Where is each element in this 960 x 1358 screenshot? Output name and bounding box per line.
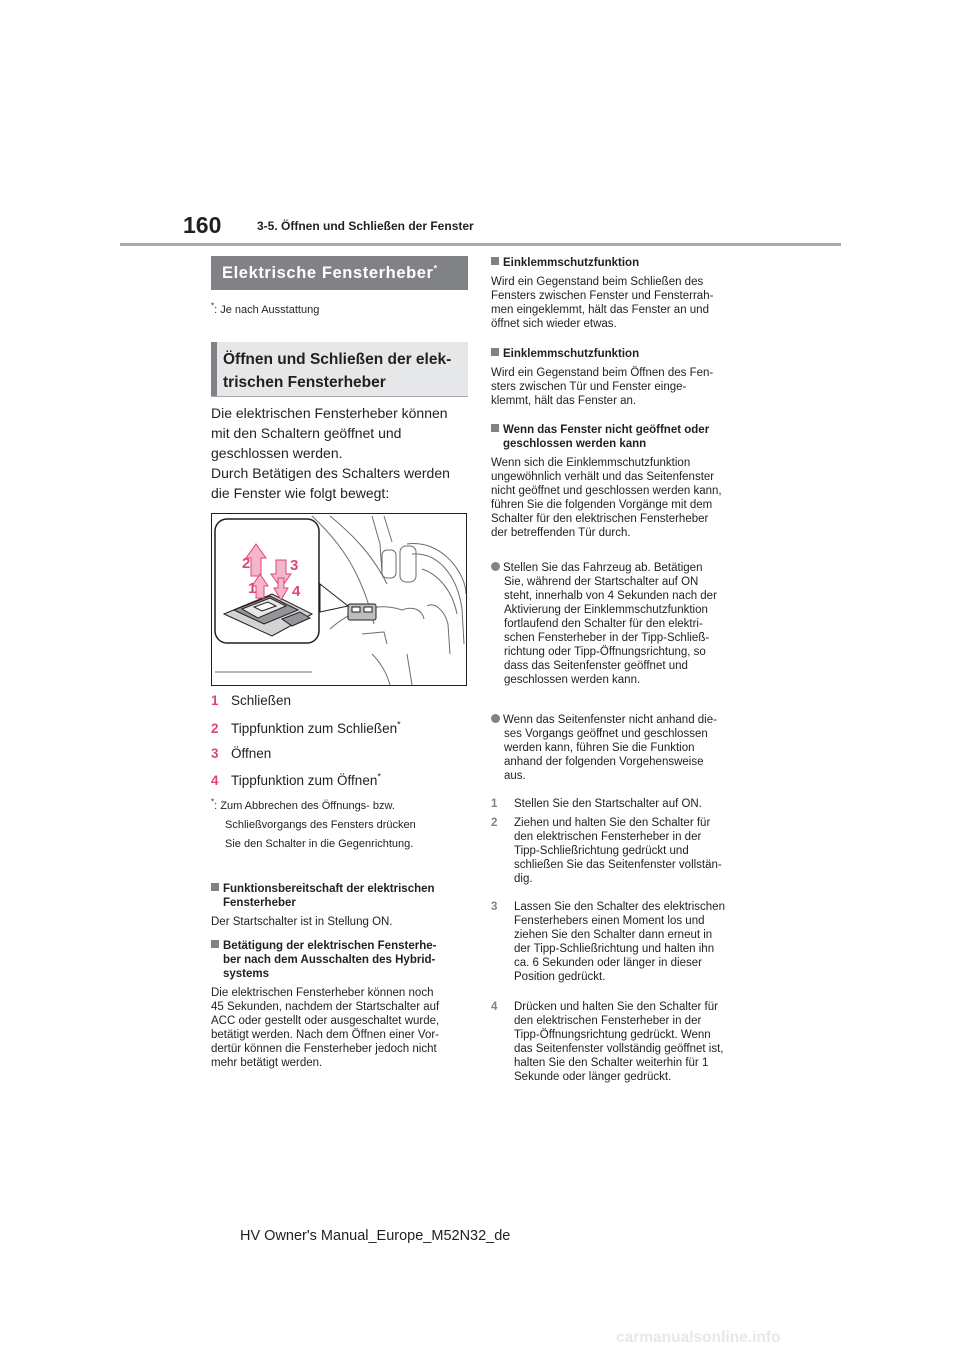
- footnote-line: : Zum Abbrechen des Öffnungs- bzw.: [214, 800, 395, 812]
- section-reference: 3-5. Öffnen und Schließen der Fenster: [257, 219, 474, 233]
- manual-footer: HV Owner's Manual_Europe_M52N32_de: [240, 1228, 511, 1244]
- step-line: halten Sie den Schalter weiterhin für 1: [514, 1057, 709, 1069]
- legend-asterisk: *: [397, 719, 401, 730]
- legend-item: [211, 721, 473, 736]
- subsection-title-line1: Öffnen und Schließen der elek-: [223, 351, 452, 368]
- note-line: nicht geöffnet und geschlossen werden kann,: [491, 485, 722, 497]
- title-footnote: [211, 301, 320, 316]
- callout-4: 4: [292, 583, 301, 600]
- step-number: 1: [491, 798, 498, 810]
- note-line: men eingeklemmt, hält das Fenster an und: [491, 304, 709, 316]
- legend-text: Öffnen: [231, 746, 272, 761]
- legend-number: 2: [211, 721, 219, 736]
- step-line: Lassen Sie den Schalter des elektrischen: [514, 901, 725, 913]
- note-line: öffnet sich wieder etwas.: [491, 318, 617, 330]
- square-bullet-icon: [491, 424, 499, 432]
- round-bullet-icon: [491, 562, 500, 571]
- intro-line: Durch Betätigen des Schalters werden: [211, 465, 450, 481]
- note-heading-line: Betätigung der elektrischen Fensterhe-: [223, 940, 437, 952]
- note-after-shutdown: [211, 939, 473, 1070]
- step-line: den elektrischen Fensterheber in der: [514, 831, 702, 843]
- note-line: Schalter für den elektrischen Fensterheber: [491, 513, 709, 525]
- step-line: Tipp-Schließrichtung gedrückt und: [514, 845, 689, 857]
- step-line: ziehen Sie den Schalter dann erneut in: [514, 929, 713, 941]
- note-line: dertür können die Fensterheber jedoch nicht: [211, 1043, 437, 1055]
- note-body: [211, 915, 473, 929]
- bullet-line: schen Fensterheber in der Tipp-Schließ-: [504, 632, 710, 644]
- callout-3: 3: [290, 557, 299, 574]
- bullet-item: [491, 561, 753, 687]
- note-heading-line: Einklemmschutzfunktion: [503, 348, 640, 360]
- step-line: Position gedrückt.: [514, 971, 606, 983]
- intro-line: Die elektrischen Fensterheber können: [211, 405, 448, 421]
- square-bullet-icon: [211, 940, 219, 948]
- bullet-line: anhand der folgenden Vorgehensweise: [504, 756, 704, 768]
- footnote-marker: *: [211, 301, 215, 311]
- note-heading-line: systems: [223, 968, 270, 980]
- bullet-line: dass das Seitenfenster geöffnet und: [504, 660, 688, 672]
- note-heading: [211, 882, 473, 910]
- note-line: ACC oder gestellt oder ausgeschaltet wurde,: [211, 1015, 440, 1027]
- subsection-title-line2: trischen Fensterheber: [223, 374, 386, 391]
- note-window-not-working: [491, 423, 753, 540]
- step-item: [491, 900, 753, 984]
- step-line: Ziehen und halten Sie den Schalter für: [514, 817, 711, 829]
- intro-paragraph: [211, 403, 473, 503]
- intro-line: geschlossen werden.: [211, 445, 343, 461]
- square-bullet-icon: [491, 257, 499, 265]
- note-line: der betreffenden Tür durch.: [491, 527, 631, 539]
- step-line: Sekunde oder länger gedrückt.: [514, 1071, 672, 1083]
- note-anti-pinch-close: [491, 256, 753, 331]
- note-line: Wird ein Gegenstand beim Schließen des: [491, 276, 704, 288]
- note-line: sters zwischen Tür und Fenster einge-: [491, 381, 687, 393]
- legend-text: Tippfunktion zum Öffnen: [231, 773, 378, 788]
- note-heading: [211, 939, 473, 981]
- window-switch-illustration: [211, 513, 467, 686]
- bullet-line: aus.: [504, 770, 526, 782]
- step-line: der Tipp-Schließrichtung und halten ihn: [514, 943, 715, 955]
- note-body: [491, 366, 753, 408]
- note-heading-line: Fensterheber: [223, 897, 296, 909]
- bullet-line: werden kann, führen Sie die Funktion: [504, 742, 695, 754]
- step-number: 2: [491, 817, 498, 829]
- note-body: [491, 275, 753, 331]
- step-line: den elektrischen Fensterheber in der: [514, 1015, 702, 1027]
- round-bullet-icon: [491, 714, 500, 723]
- note-line: betätigt werden. Nach dem Öffnen einer Vor-: [211, 1029, 440, 1041]
- note-line: klemmt, hält das Fenster an.: [491, 395, 637, 407]
- legend-item: [211, 773, 473, 788]
- site-watermark: carmanualsonline.info: [616, 1329, 781, 1346]
- note-line: Wird ein Gegenstand beim Öffnen des Fen-: [491, 367, 714, 379]
- note-line: führen Sie die folgenden Vorgänge mit dem: [491, 499, 713, 511]
- note-line: mehr betätigt werden.: [211, 1057, 323, 1069]
- step-item: [491, 1000, 753, 1084]
- bullet-line: Stellen Sie das Fahrzeug ab. Betätigen: [503, 562, 703, 574]
- bullet-line: fortlaufend den Schalter für den elektri-: [504, 618, 703, 630]
- legend-item: [211, 746, 473, 761]
- bullet-line: Sie, während der Startschalter auf ON: [504, 576, 699, 588]
- bullet-item: [491, 713, 753, 783]
- note-functional-readiness: [211, 882, 473, 929]
- note-line: Der Startschalter ist in Stellung ON.: [211, 916, 393, 928]
- note-heading: [491, 256, 753, 270]
- note-heading-line: geschlossen werden kann: [503, 438, 647, 450]
- step-line: dig.: [514, 873, 533, 885]
- step-line: Tipp-Öffnungsrichtung gedrückt. Wenn: [514, 1029, 711, 1041]
- note-anti-pinch-open: [491, 347, 753, 408]
- bullet-line: ses Vorgangs geöffnet und geschlossen: [504, 728, 708, 740]
- chapter-title: Elektrische Fensterheber: [222, 264, 434, 282]
- note-line: Wenn sich die Einklemmschutzfunktion: [491, 457, 691, 469]
- title-asterisk: *: [433, 263, 438, 274]
- step-item: [491, 797, 753, 811]
- note-line: Fensters zwischen Fenster und Fensterrah-: [491, 290, 714, 302]
- page-number: 160: [183, 212, 222, 238]
- footnote-line: Schließvorgangs des Fensters drücken: [225, 819, 416, 831]
- callout-1: 1: [248, 580, 257, 597]
- note-body: [211, 986, 473, 1070]
- step-number: 3: [491, 901, 498, 913]
- note-heading: [491, 347, 753, 361]
- note-heading-line: Funktionsbereitschaft der elektrischen: [223, 883, 435, 895]
- illustration-svg: [212, 514, 466, 685]
- square-bullet-icon: [491, 348, 499, 356]
- note-heading-line: Einklemmschutzfunktion: [503, 257, 640, 269]
- bullet-line: Aktivierung der Einklemmschutzfunktion: [504, 604, 708, 616]
- step-line: Drücken und halten Sie den Schalter für: [514, 1001, 718, 1013]
- footnote-line: Sie den Schalter in die Gegenrichtung.: [225, 838, 414, 850]
- legend-number: 4: [211, 773, 219, 788]
- legend-asterisk: *: [377, 771, 381, 782]
- legend-number: 1: [211, 693, 219, 708]
- step-line: das Seitenfenster vollständig geöffnet ist,: [514, 1043, 724, 1055]
- bullet-line: richtung oder Tipp-Öffnungsrichtung, so: [504, 646, 706, 658]
- note-line: ungewöhnlich verhält und das Seitenfenster: [491, 471, 715, 483]
- legend-text: Schließen: [231, 693, 292, 708]
- subsection-title-box: [211, 342, 468, 396]
- note-line: Die elektrischen Fensterheber können noch: [211, 987, 434, 999]
- step-line: ca. 6 Sekunden oder länger in dieser: [514, 957, 702, 969]
- note-body: [491, 456, 753, 540]
- footnote-text: : Je nach Ausstattung: [214, 304, 320, 316]
- chapter-title-box: [211, 256, 468, 290]
- note-heading: [491, 423, 753, 451]
- note-line: 45 Sekunden, nachdem der Startschalter auf: [211, 1001, 440, 1013]
- step-item: [491, 816, 753, 886]
- legend-footnote: [211, 797, 473, 854]
- step-number: 4: [491, 1001, 498, 1013]
- step-line: schließen Sie das Seitenfenster vollstän-: [514, 859, 722, 871]
- legend-item: [211, 693, 473, 708]
- bullet-line: steht, innerhalb von 4 Sekunden nach der: [504, 590, 717, 602]
- callout-2: 2: [242, 555, 251, 572]
- bullet-line: Wenn das Seitenfenster nicht anhand die-: [503, 714, 717, 726]
- square-bullet-icon: [211, 883, 219, 891]
- intro-line: mit den Schaltern geöffnet und: [211, 425, 402, 441]
- intro-line: die Fenster wie folgt bewegt:: [211, 485, 390, 501]
- note-heading-line: Wenn das Fenster nicht geöffnet oder: [503, 424, 710, 436]
- step-line: Stellen Sie den Startschalter auf ON.: [514, 798, 702, 810]
- note-heading-line: ber nach dem Ausschalten des Hybrid-: [223, 954, 436, 966]
- step-line: Fensterhebers einen Moment los und: [514, 915, 705, 927]
- subsection-rule: [211, 396, 468, 397]
- header-rule: [120, 243, 841, 246]
- legend-number: 3: [211, 746, 219, 761]
- legend-text: Tippfunktion zum Schließen: [231, 721, 398, 736]
- bullet-line: geschlossen werden kann.: [504, 674, 641, 686]
- footnote-marker: *: [211, 797, 215, 807]
